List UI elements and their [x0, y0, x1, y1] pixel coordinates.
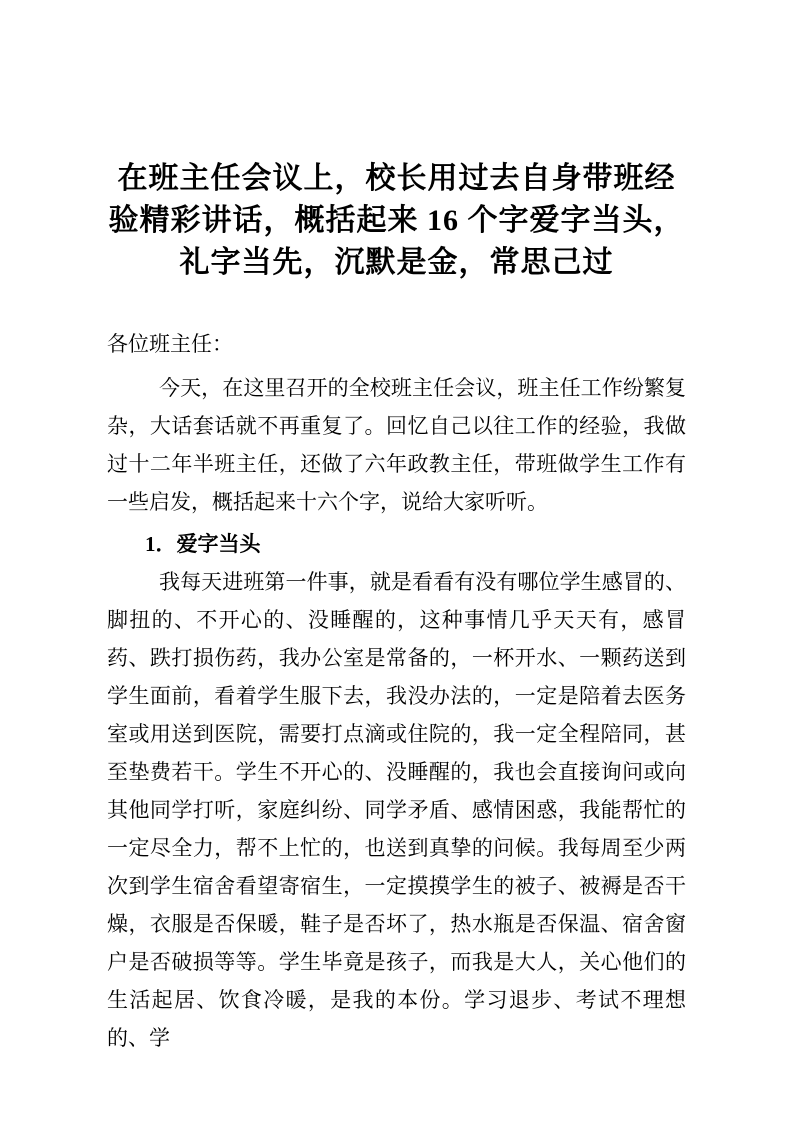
- section-1-body-paragraph: 我每天进班第一件事，就是看看有没有哪位学生感冒的、脚扭的、不开心的、没睡醒的，这种事情几乎天天有，感冒药、跌打损伤药，我办公室是常备的，一杯开水、一颗药送到学生面前，看着学生服下去，我没办法的，一定是陪着去医务室或用送到医院，需要打点滴或住院的，我一定全程陪同，甚至垫费若干。学生不开心的、没睡醒的，我也会直接询问或向其他同学打听，家庭纠纷、同学矛盾、感情困惑，我能帮忙的一定尽全力，帮不上忙的，也送到真挚的问候。我每周至少两次到学生宿舍看望寄宿生，一定摸摸学生的被子、被褥是否干燥，衣服是否保暖，鞋子是否坏了，热水瓶是否保温、宿舍窗户是否破损等等。学生毕竟是孩子，而我是大人，关心他们的生活起居、饮食冷暖，是我的本份。学习退步、考试不理想的、学: [107, 570, 686, 1050]
- document-title-line-2: 验精彩讲话，概括起来 16 个字爱字当头，: [108, 204, 685, 237]
- document-title-line-3: 礼字当先，沉默是金，常思己过: [179, 246, 614, 279]
- salutation: 各位班主任：: [107, 332, 233, 356]
- intro-paragraph: 今天，在这里召开的全校班主任会议，班主任工作纷繁复杂，大话套话就不再重复了。回忆自己以往工作的经验，我做过十二年半班主任，还做了六年政教主任，带班做学生工作有一些启发，概括起来十六个字，说给大家听听。: [107, 376, 686, 514]
- section-1-heading: 1．爱字当头: [145, 532, 261, 556]
- document-title-line-1: 在班主任会议上，校长用过去自身带班经: [117, 162, 676, 195]
- document-title: [91, 158, 702, 284]
